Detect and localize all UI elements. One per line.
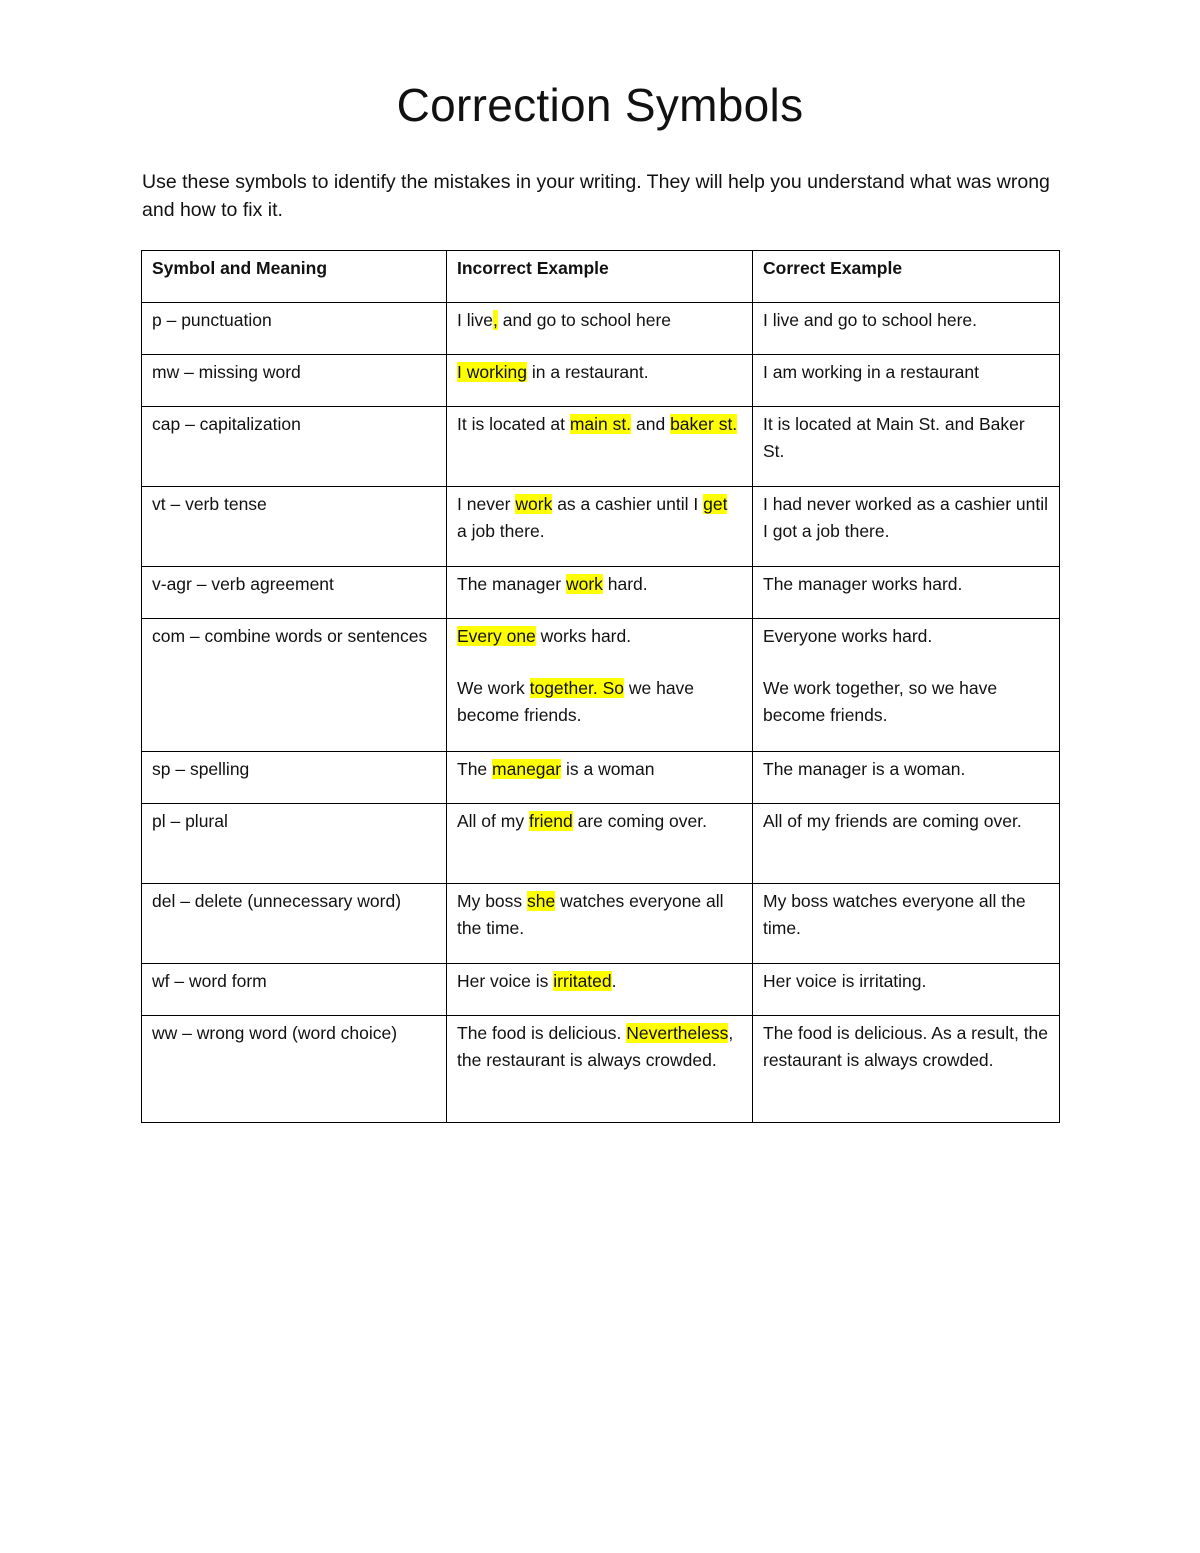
symbol-meaning-cell: pl – plural	[142, 804, 447, 884]
highlighted-error-text: friend	[528, 811, 573, 831]
symbol-meaning-cell: vt – verb tense	[142, 487, 447, 567]
example-text: works hard.	[535, 626, 632, 646]
incorrect-example-cell	[447, 752, 753, 804]
incorrect-example-paragraph	[457, 359, 742, 386]
example-text: .	[611, 971, 617, 991]
example-text: hard.	[602, 574, 648, 594]
symbol-meaning-cell: mw – missing word	[142, 355, 447, 407]
correct-example-cell: I had never worked as a cashier until I got a job there.	[753, 487, 1060, 567]
correct-example-cell: The manager is a woman.	[753, 752, 1060, 804]
incorrect-example-cell	[447, 1016, 753, 1123]
example-text: Her voice is	[457, 971, 554, 991]
table-header-row	[142, 251, 1060, 303]
correct-example-paragraph: We work together, so we have become friends.	[763, 678, 998, 725]
example-text: It is located at	[457, 414, 570, 434]
page-title: Correction Symbols	[396, 79, 804, 131]
table-row-ww	[142, 1016, 1060, 1123]
incorrect-example-paragraph	[457, 968, 742, 995]
correct-example-cell: All of my friends are coming over.	[753, 804, 1060, 884]
table-row-com	[142, 619, 1060, 752]
symbol-meaning-cell: del – delete (unnecessary word)	[142, 884, 447, 964]
correct-example-cell: I am working in a restaurant	[753, 355, 1060, 407]
incorrect-example-paragraph	[457, 808, 742, 835]
table-row-v-agr	[142, 567, 1060, 619]
example-text: as a cashier until I	[552, 494, 704, 514]
incorrect-example-paragraph	[457, 1020, 742, 1074]
table-row-del	[142, 884, 1060, 964]
incorrect-example-paragraph	[457, 756, 742, 783]
incorrect-example-paragraph	[457, 623, 742, 650]
correct-example-cell	[753, 619, 1060, 752]
correct-example-cell: The manager works hard.	[753, 567, 1060, 619]
incorrect-example-paragraph	[457, 307, 742, 334]
highlighted-error-text: together. So	[529, 678, 624, 698]
example-text: The food is delicious.	[457, 1023, 627, 1043]
example-text: a job there.	[457, 521, 545, 541]
incorrect-example-cell	[447, 355, 753, 407]
table-row-mw	[142, 355, 1060, 407]
example-text: we have become friends.	[457, 678, 695, 725]
highlighted-error-text: Every one	[457, 626, 536, 646]
example-text: are coming over.	[572, 811, 707, 831]
highlighted-error-text: ,	[492, 310, 498, 330]
incorrect-example-cell	[447, 407, 753, 487]
symbol-meaning-cell: wf – word form	[142, 964, 447, 1016]
correct-example-cell: I live and go to school here.	[753, 303, 1060, 355]
correction-symbols-table	[141, 250, 1060, 1123]
incorrect-example-cell	[447, 964, 753, 1016]
symbol-meaning-cell: cap – capitalization	[142, 407, 447, 487]
incorrect-example-paragraph	[457, 675, 742, 729]
symbol-meaning-cell: v-agr – verb agreement	[142, 567, 447, 619]
example-text: and	[631, 414, 671, 434]
example-text: The manager	[457, 574, 566, 594]
highlighted-error-text: manegar	[492, 759, 562, 779]
example-text: My boss	[457, 891, 528, 911]
highlighted-error-text: baker st.	[670, 414, 738, 434]
correct-example-cell: The food is delicious. As a result, the restaurant is always crowded.	[753, 1016, 1060, 1123]
highlighted-error-text: I working	[457, 362, 528, 382]
highlighted-error-text: work	[565, 574, 603, 594]
header-symbol-meaning: Symbol and Meaning	[142, 251, 447, 303]
highlighted-error-text: irritated	[553, 971, 612, 991]
highlighted-error-text: work	[515, 494, 553, 514]
table-row-vt	[142, 487, 1060, 567]
example-text: watches everyone all the time.	[457, 891, 724, 938]
table-row-cap	[142, 407, 1060, 487]
example-text: I live	[457, 310, 493, 330]
table-row-pl	[142, 804, 1060, 884]
intro-paragraph: Use these symbols to identify the mistakes in your writing. They will help you understand what was wrong and how to fix it.	[142, 171, 1050, 221]
table-row-wf	[142, 964, 1060, 1016]
incorrect-example-cell	[447, 487, 753, 567]
example-text: All of my	[457, 811, 529, 831]
example-text: , the restaurant is always crowded.	[457, 1023, 734, 1070]
header-incorrect-example: Incorrect Example	[447, 251, 753, 303]
highlighted-error-text: she	[527, 891, 556, 911]
highlighted-error-text: get	[703, 494, 728, 514]
symbol-meaning-cell: sp – spelling	[142, 752, 447, 804]
example-text: and go to school here	[497, 310, 672, 330]
example-text: is a woman	[561, 759, 655, 779]
header-correct-example: Correct Example	[753, 251, 1060, 303]
example-text: in a restaurant.	[527, 362, 649, 382]
correct-example-paragraph: Everyone works hard.	[763, 626, 933, 646]
correct-example-cell: My boss watches everyone all the time.	[753, 884, 1060, 964]
example-text: I never	[457, 494, 516, 514]
table-row-p	[142, 303, 1060, 355]
example-text: The	[457, 759, 493, 779]
incorrect-example-paragraph	[457, 491, 742, 545]
incorrect-example-cell	[447, 567, 753, 619]
example-text: We work	[457, 678, 530, 698]
symbol-meaning-cell: com – combine words or sentences	[142, 619, 447, 752]
highlighted-error-text: Nevertheless	[626, 1023, 729, 1043]
incorrect-example-cell	[447, 884, 753, 964]
incorrect-example-cell	[447, 804, 753, 884]
table-body	[142, 303, 1060, 1123]
correct-example-cell: Her voice is irritating.	[753, 964, 1060, 1016]
incorrect-example-paragraph	[457, 411, 742, 438]
incorrect-example-paragraph	[457, 571, 742, 598]
highlighted-error-text: main st.	[569, 414, 632, 434]
correct-example-cell: It is located at Main St. and Baker St.	[753, 407, 1060, 487]
incorrect-example-cell	[447, 303, 753, 355]
incorrect-example-paragraph	[457, 888, 742, 942]
table-row-sp	[142, 752, 1060, 804]
symbol-meaning-cell: ww – wrong word (word choice)	[142, 1016, 447, 1123]
symbol-meaning-cell: p – punctuation	[142, 303, 447, 355]
incorrect-example-cell	[447, 619, 753, 752]
